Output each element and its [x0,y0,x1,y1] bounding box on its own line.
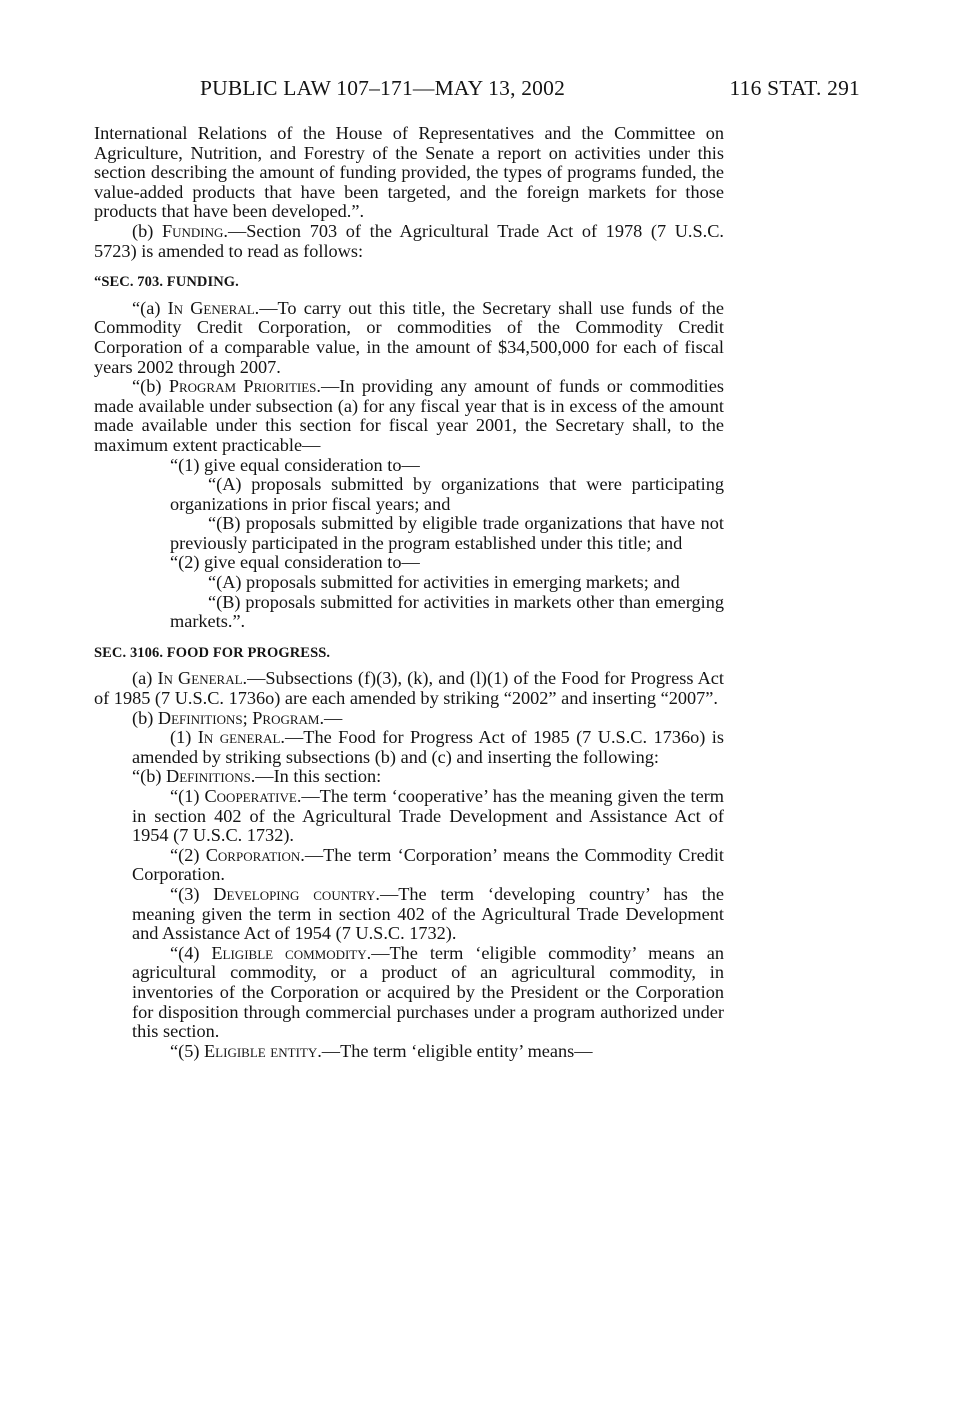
paragraph-1-in-general: (1) In general.—The Food for Progress Act of 1985 (7 U.S.C. 1736o) is amended by striking subsections (b) and (c) and inserting the following: [132,727,724,767]
section-heading-3106: SEC. 3106. FOOD FOR PROGRESS. [94,644,331,661]
paragraph-continuation: International Relations of the House of Representatives and the Committee on Agriculture, Nutrition, and Forestry of the Senate a report on activities under this section describing the amount of funding provided, the types of programs funded, the value-added products that have been targeted, and the foreign markets for those products that have been developed.”. [94,123,724,222]
paragraph-b-funding: (b) Funding.—Section 703 of the Agricultural Trade Act of 1978 (7 U.S.C. 5723) is amended to read as follows: [94,220,724,261]
clause-1: “(1) give equal consideration to— [170,454,420,475]
clause-2-b: “(B) proposals submitted for activities in markets other than emerging markets.”. [170,591,724,632]
clause-2-a: “(A) proposals submitted for activities in emerging markets; and [208,572,680,593]
header-title: PUBLIC LAW 107–171—MAY 13, 2002 [200,76,566,100]
definition-developing-country: “(3) Developing country.—The term ‘developing country’ has the meaning given the term in section 402 of the Agricultural Trade Development and Assistance Act of 1954 (7 U.S.C. 1732). [132,883,724,944]
paragraph-b-definitions: “(b) Definitions.—In this section: [132,766,382,787]
definition-corporation: “(2) Corporation.—The term ‘Corporation’ means the Commodity Credit Corporation. [132,844,724,885]
definition-eligible-entity: “(5) Eligible entity.—The term ‘eligible entity’ means— [170,1040,593,1061]
definition-cooperative: “(1) Cooperative.—The term ‘cooperative’ has the meaning given the term in section 402 of the Agricultural Trade Development and Assistance Act of 1954 (7 U.S.C. 1732). [132,786,724,846]
body-text [94,124,724,1061]
running-header [200,76,860,104]
definition-eligible-commodity: “(4) Eligible commodity.—The term ‘eligible commodity’ means an agricultural commodity, or a product of an agricultural commodity, in inventories of the Corporation or acquired by the President or the Corporation for disposition through commercial purchases under a program authorized under this section. [132,942,724,1042]
paragraph-a-in-general-3106: (a) In General.—Subsections (f)(3), (k), and (l)(1) of the Food for Progress Act of 1985 (7 U.S.C. 1736o) are each amended by striking “2002” and inserting “2007”. [94,668,724,709]
clause-1-b: “(B) proposals submitted by eligible trade organizations that have not previously participated in the program established under this title; and [170,513,724,553]
clause-1-a: “(A) proposals submitted by organizations that were participating organizations in prior fiscal years; and [170,474,724,514]
paragraph-b-program-priorities: “(b) Program Priorities.—In providing any amount of funds or commodities made available under subsection (a) for any fiscal year that is in excess of the amount made available under this section for fiscal year 2001, the Secretary shall, to the maximum extent practicable— [94,376,724,455]
paragraph-a-in-general: “(a) In General.—To carry out this title, the Secretary shall use funds of the Commodity Credit Corporation, or commodities of the Commodity Credit Corporation of a comparable value, in the amount of $34,500,000 for each of fiscal years 2002 through 2007. [94,297,724,377]
paragraph-b-definitions-program: (b) Definitions; Program.— [132,707,343,728]
clause-2: “(2) give equal consideration to— [170,552,420,573]
section-heading-703: “SEC. 703. FUNDING. [94,274,239,291]
page-number: 116 STAT. 291 [729,76,860,100]
